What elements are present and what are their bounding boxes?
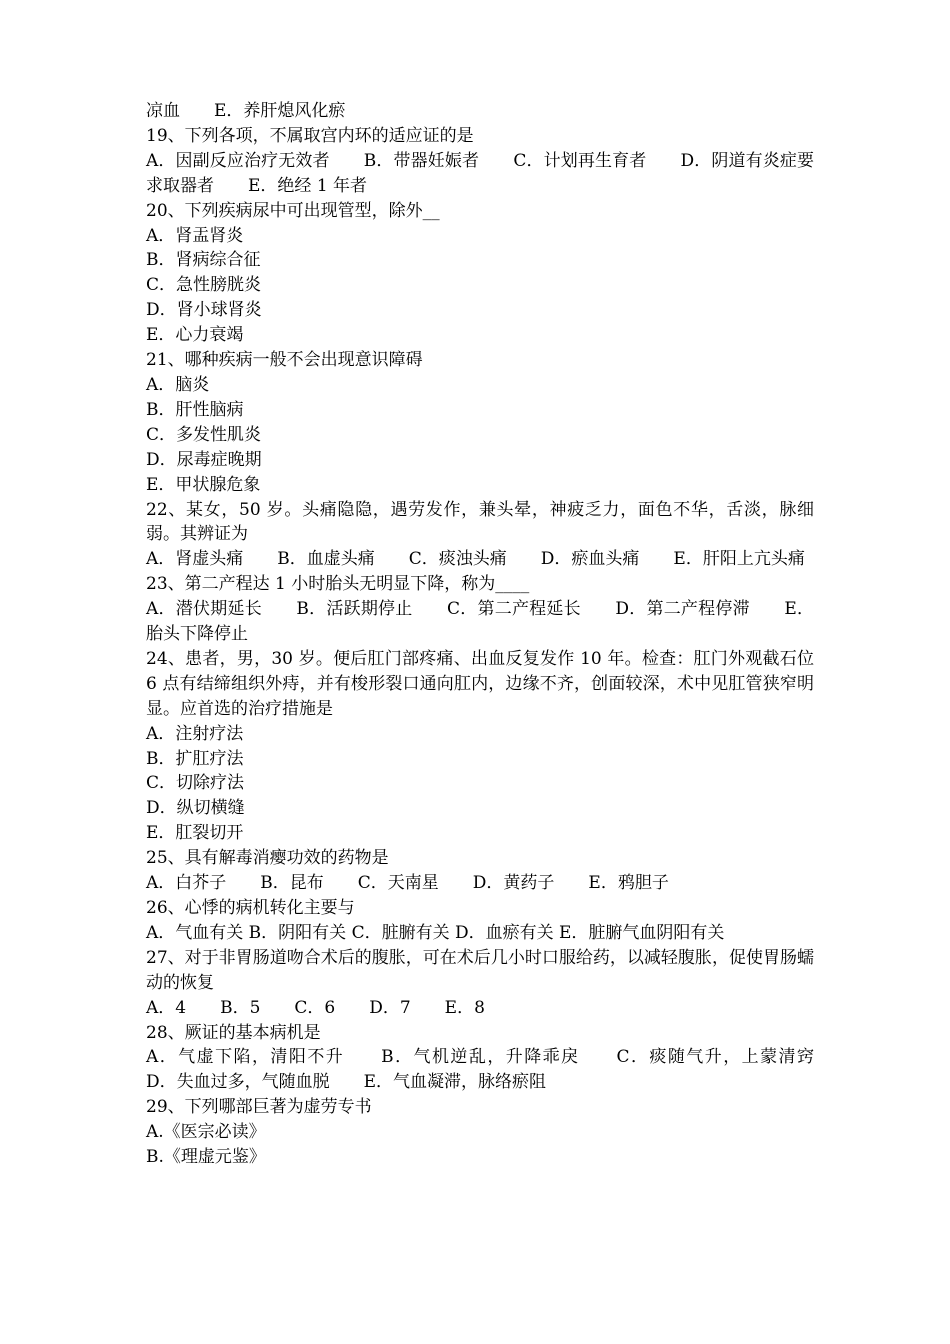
option-line: D．尿毒症晚期	[146, 449, 262, 470]
question-22: 22、某女，50 岁。头痛隐隐，遇劳发作，兼头晕，神疲乏力，面色不华，舌淡，脉细弱。其辨证为	[146, 499, 814, 545]
question-26: 26、心悸的病机转化主要与	[146, 898, 355, 918]
question-22-options: A．肾虚头痛 B．血虚头痛 C．痰浊头痛 D．瘀血头痛 E．肝阳上亢头痛	[146, 549, 805, 570]
option-line: A．注射疗法	[146, 723, 244, 744]
question-19: 19、下列各项，不属取宫内环的适应证的是	[146, 125, 474, 146]
question-26-options: A．气血有关 B．阴阳有关 C．脏腑有关 D．血瘀有关 E．脏腑气血阴阳有关	[146, 922, 725, 943]
question-25-options: A．白芥子 B．昆布 C．天南星 D．黄药子 E．鸦胆子	[146, 873, 669, 894]
option-line: C．多发性肌炎	[146, 424, 262, 445]
question-23: 23、第二产程达 1 小时胎头无明显下降，称为____	[146, 574, 530, 595]
question-29: 29、下列哪部巨著为虚劳专书	[146, 1097, 372, 1118]
option-line: A．肾盂肾炎	[146, 225, 244, 246]
text-line: 凉血 E．养肝熄风化瘀	[146, 101, 346, 121]
exam-questions-text	[146, 99, 848, 1170]
question-27: 27、对于非胃肠道吻合术后的腹胀，可在术后几小时口服给药，以减轻腹胀，促使胃肠蠕动的恢复	[146, 947, 814, 993]
question-25: 25、具有解毒消瘿功效的药物是	[146, 848, 389, 869]
option-line: D．纵切横缝	[146, 798, 245, 819]
option-line: A.《医宗必读》	[146, 1122, 266, 1143]
option-line: B．扩肛疗法	[146, 748, 244, 769]
question-23-options: A．潜伏期延长 B．活跃期停止 C．第二产程延长 D．第二产程停滞 E．胎头下降停止	[146, 599, 814, 645]
option-line: C．急性膀胱炎	[146, 275, 262, 296]
question-24: 24、患者，男，30 岁。便后肛门部疼痛、出血反复发作 10 年。检查：肛门外观截石位 6 点有结缔组织外痔，并有梭形裂口通向肛内，边缘不齐，创面较深，术中见肛管狭窄明显。应首选的治疗措施是	[146, 648, 820, 719]
option-line: E．肛裂切开	[146, 823, 244, 844]
option-line: E．心力衰竭	[146, 325, 244, 346]
option-line: B．肾病综合征	[146, 250, 261, 271]
option-line: A．脑炎	[146, 374, 210, 395]
option-line: E．甲状腺危象	[146, 474, 261, 495]
question-27-options: A．4 B．5 C．6 D．7 E．8	[146, 997, 485, 1018]
option-line: B．肝性脑病	[146, 399, 244, 420]
question-19-options: A．因副反应治疗无效者 B．带器妊娠者 C．计划再生育者 D．阴道有炎症要求取器者 E．绝经 1 年者	[146, 150, 814, 196]
question-21: 21、哪种疾病一般不会出现意识障碍	[146, 350, 423, 371]
question-28-options: A．气虚下陷，清阳不升 B．气机逆乱，升降乖戾 C．痰随气升，上蒙清窍 D．失血过多，气随血脱 E．气血凝滞，脉络瘀阻	[146, 1047, 848, 1093]
option-line: B.《理虚元鉴》	[146, 1147, 266, 1168]
question-28: 28、厥证的基本病机是	[146, 1022, 321, 1043]
question-20: 20、下列疾病尿中可出现管型，除外__	[146, 200, 440, 221]
option-line: D．肾小球肾炎	[146, 300, 262, 321]
option-line: C．切除疗法	[146, 773, 245, 794]
